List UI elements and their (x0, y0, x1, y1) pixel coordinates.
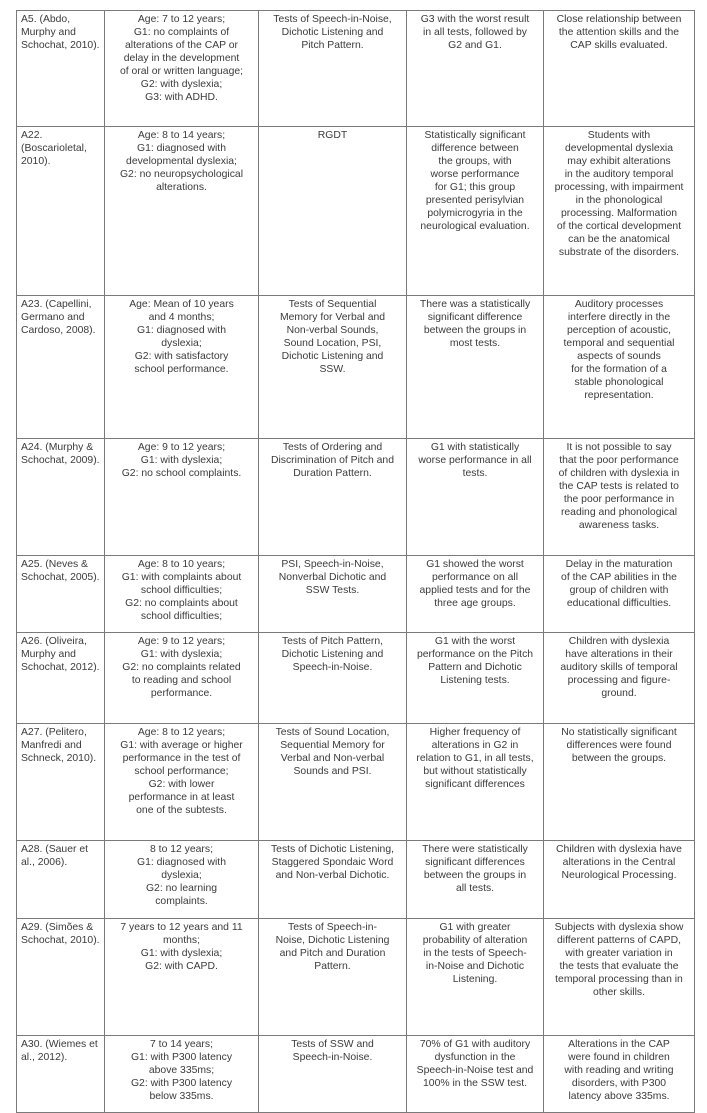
conclusions-cell: Subjects with dyslexia show different patterns of CAPD, with greater variation in the tests that evaluate the temporal processing than in other skills. (544, 919, 695, 1036)
results-cell: G1 with greater probability of alteration in the tests of Speech- in-Noise and Dichotic Listening. (407, 919, 544, 1036)
conclusions-cell: No statistically significant differences were found between the groups. (544, 724, 695, 841)
table-row (17, 841, 695, 919)
tests-cell: Tests of Speech-in- Noise, Dichotic Listening and Pitch and Duration Pattern. (259, 919, 407, 1036)
results-cell: Higher frequency of alterations in G2 in relation to G1, in all tests, but without statistically significant differences (407, 724, 544, 841)
reference-cell: A26. (Oliveira, Murphy and Schochat, 2012). (17, 633, 105, 724)
results-cell: 70% of G1 with auditory dysfunction in the Speech-in-Noise test and 100% in the SSW test. (407, 1036, 544, 1113)
results-cell: G1 with statistically worse performance in all tests. (407, 439, 544, 556)
reference-cell: A24. (Murphy & Schochat, 2009). (17, 439, 105, 556)
results-cell: G1 with the worst performance on the Pitch Pattern and Dichotic Listening tests. (407, 633, 544, 724)
table-row (17, 633, 695, 724)
tests-cell: Tests of Ordering and Discrimination of Pitch and Duration Pattern. (259, 439, 407, 556)
participants-cell: Age: 9 to 12 years; G1: with dyslexia; G2: no school complaints. (105, 439, 259, 556)
conclusions-cell: Close relationship between the attention skills and the CAP skills evaluated. (544, 11, 695, 127)
results-cell: G3 with the worst result in all tests, followed by G2 and G1. (407, 11, 544, 127)
tests-cell: Tests of SSW and Speech-in-Noise. (259, 1036, 407, 1113)
studies-table (16, 10, 695, 1113)
table-row (17, 919, 695, 1036)
tests-cell: RGDT (259, 127, 407, 296)
conclusions-cell: Students with developmental dyslexia may exhibit alterations in the auditory temporal processing, with impairment in the phonological processing. Malformation of the cortical development can be the anatomical substrate of the disorders. (544, 127, 695, 296)
table-body (17, 11, 695, 1113)
conclusions-cell: Alterations in the CAP were found in children with reading and writing disorders, with P300 latency above 335ms. (544, 1036, 695, 1113)
reference-cell: A23. (Capellini, Germano and Cardoso, 2008). (17, 296, 105, 439)
tests-cell: PSI, Speech-in-Noise, Nonverbal Dichotic and SSW Tests. (259, 556, 407, 633)
table-row (17, 296, 695, 439)
participants-cell: Age: 8 to 10 years; G1: with complaints about school difficulties; G2: no complaints about school difficulties; (105, 556, 259, 633)
table-row (17, 439, 695, 556)
reference-cell: A29. (Simões & Schochat, 2010). (17, 919, 105, 1036)
reference-cell: A28. (Sauer et al., 2006). (17, 841, 105, 919)
tests-cell: Tests of Sound Location, Sequential Memory for Verbal and Non-verbal Sounds and PSI. (259, 724, 407, 841)
participants-cell: Age: 9 to 12 years; G1: with dyslexia; G2: no complaints related to reading and school performance. (105, 633, 259, 724)
conclusions-cell: Children with dyslexia have alterations in their auditory skills of temporal processing and figure- ground. (544, 633, 695, 724)
results-cell: G1 showed the worst performance on all applied tests and for the three age groups. (407, 556, 544, 633)
table-row (17, 724, 695, 841)
tests-cell: Tests of Pitch Pattern, Dichotic Listening and Speech-in-Noise. (259, 633, 407, 724)
table-row (17, 127, 695, 296)
reference-cell: A25. (Neves & Schochat, 2005). (17, 556, 105, 633)
results-cell: Statistically significant difference between the groups, with worse performance for G1; this group presented perisylvian polymicrogyria in the neurological evaluation. (407, 127, 544, 296)
results-cell: There were statistically significant differences between the groups in all tests. (407, 841, 544, 919)
participants-cell: 8 to 12 years; G1: diagnosed with dyslexia; G2: no learning complaints. (105, 841, 259, 919)
conclusions-cell: Delay in the maturation of the CAP abilities in the group of children with educational difficulties. (544, 556, 695, 633)
participants-cell: Age: 7 to 12 years; G1: no complaints of alterations of the CAP or delay in the development of oral or written language; G2: with dyslexia; G3: with ADHD. (105, 11, 259, 127)
conclusions-cell: Children with dyslexia have alterations in the Central Neurological Processing. (544, 841, 695, 919)
participants-cell: Age: 8 to 12 years; G1: with average or higher performance in the test of school performance; G2: with lower performance in at least one of the subtests. (105, 724, 259, 841)
table-row (17, 1036, 695, 1113)
table-row (17, 11, 695, 127)
participants-cell: 7 years to 12 years and 11 months; G1: with dyslexia; G2: with CAPD. (105, 919, 259, 1036)
reference-cell: A22. (Boscarioletal, 2010). (17, 127, 105, 296)
conclusions-cell: It is not possible to say that the poor performance of children with dyslexia in the CAP tests is related to the poor performance in reading and phonological awareness tasks. (544, 439, 695, 556)
results-cell: There was a statistically significant difference between the groups in most tests. (407, 296, 544, 439)
table-row (17, 556, 695, 633)
reference-cell: A27. (Pelitero, Manfredi and Schneck, 2010). (17, 724, 105, 841)
participants-cell: 7 to 14 years; G1: with P300 latency above 335ms; G2: with P300 latency below 335ms. (105, 1036, 259, 1113)
reference-cell: A5. (Abdo, Murphy and Schochat, 2010). (17, 11, 105, 127)
participants-cell: Age: Mean of 10 years and 4 months; G1: diagnosed with dyslexia; G2: with satisfactory school performance. (105, 296, 259, 439)
reference-cell: A30. (Wiemes et al., 2012). (17, 1036, 105, 1113)
conclusions-cell: Auditory processes interfere directly in the perception of acoustic, temporal and sequential aspects of sounds for the formation of a stable phonological representation. (544, 296, 695, 439)
tests-cell: Tests of Dichotic Listening, Staggered Spondaic Word and Non-verbal Dichotic. (259, 841, 407, 919)
tests-cell: Tests of Speech-in-Noise, Dichotic Listening and Pitch Pattern. (259, 11, 407, 127)
tests-cell: Tests of Sequential Memory for Verbal and Non-verbal Sounds, Sound Location, PSI, Dichotic Listening and SSW. (259, 296, 407, 439)
participants-cell: Age: 8 to 14 years; G1: diagnosed with developmental dyslexia; G2: no neuropsychological alterations. (105, 127, 259, 296)
